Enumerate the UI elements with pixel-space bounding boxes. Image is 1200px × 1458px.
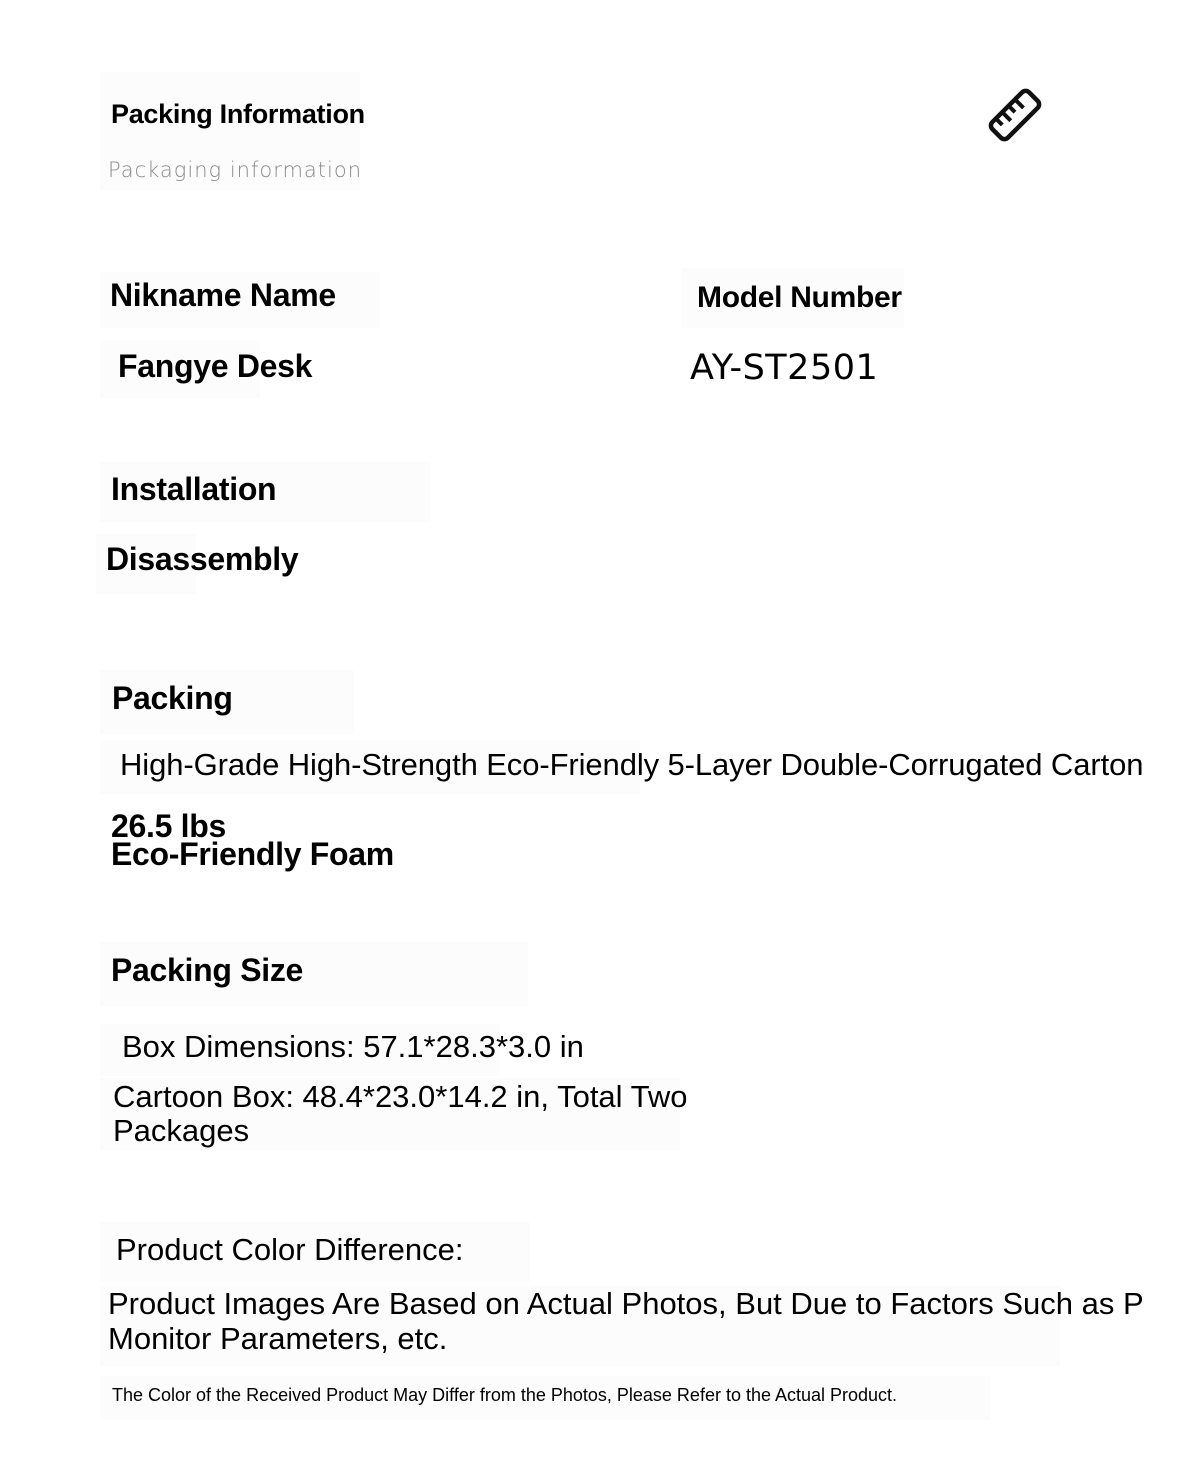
color-difference-line2: Monitor Parameters, etc. — [108, 1321, 448, 1356]
page-title: Packing Information — [111, 99, 365, 129]
color-difference-note: The Color of the Received Product May Differ from the Photos, Please Refer to the Actual Product. — [112, 1385, 898, 1405]
cartoon-box-line2: Packages — [113, 1113, 250, 1148]
nickname-label: Nikname Name — [110, 277, 336, 313]
installation-value: Disassembly — [106, 541, 299, 577]
packing-foam: Eco-Friendly Foam — [111, 836, 394, 872]
page-subtitle: Packaging information — [108, 158, 363, 182]
model-number-value: AY-ST2501 — [690, 348, 879, 388]
box-dimensions: Box Dimensions: 57.1*28.3*3.0 in — [122, 1029, 584, 1064]
installation-label: Installation — [111, 471, 277, 507]
packing-label: Packing — [112, 680, 233, 716]
nickname-value: Fangye Desk — [118, 348, 313, 384]
model-number-label: Model Number — [697, 281, 902, 314]
packing-weight: 26.5 lbs — [111, 808, 227, 844]
ruler-icon — [986, 86, 1044, 144]
cartoon-box-line1: Cartoon Box: 48.4*23.0*14.2 in, Total Two — [113, 1079, 688, 1114]
color-difference-line1: Product Images Are Based on Actual Photos, But Due to Factors Such as P — [108, 1286, 1144, 1321]
packing-material: High-Grade High-Strength Eco-Friendly 5-Layer Double-Corrugated Carton — [120, 747, 1144, 782]
packing-size-label: Packing Size — [111, 952, 304, 988]
color-difference-label: Product Color Difference: — [116, 1232, 464, 1267]
